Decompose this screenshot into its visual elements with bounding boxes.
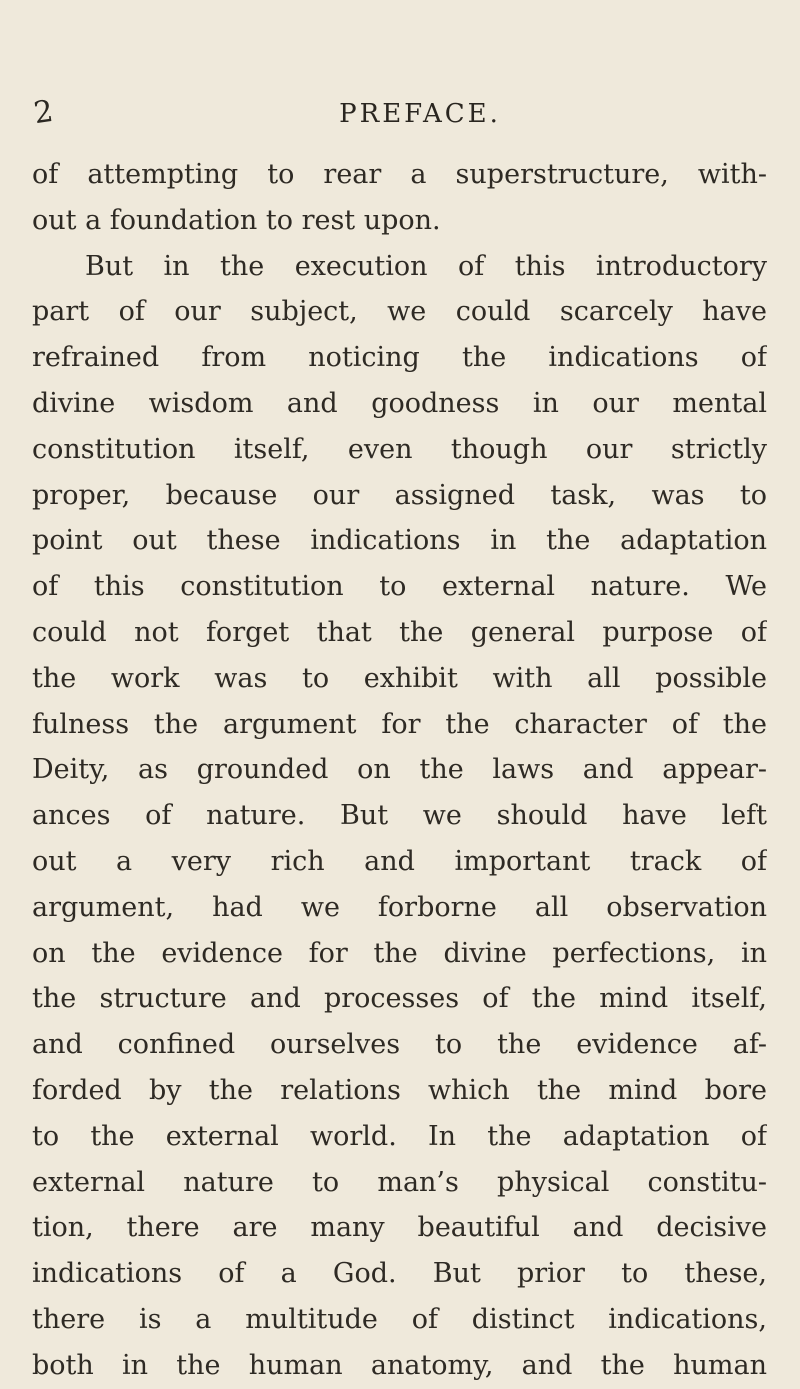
text-line: both in the human anatomy, and the human [32,1349,767,1381]
body-text [32,152,767,1389]
text-line: refrained from noticing the indications of [32,342,767,374]
running-head: PREFACE. [339,99,501,129]
text-line: divine wisdom and goodness in our mental [32,387,767,419]
text-line: there is a multitude of distinct indications, [32,1303,767,1335]
text-line: ances of nature. But we should have left [32,800,767,832]
text-line: But in the execution of this introductory [85,250,767,282]
text-line: constitution itself, even though our strictly [32,433,767,465]
text-line: the structure and processes of the mind itself, [32,983,767,1015]
text-line: tion, there are many beautiful and decisive [32,1212,767,1244]
text-line: proper, because our assigned task, was to [32,479,767,511]
text-line: the work was to exhibit with all possible [32,662,767,694]
text-line: and confined ourselves to the evidence af- [32,1029,767,1061]
text-line: out a foundation to rest upon. [32,204,441,236]
text-line: of this constitution to external nature. We [32,571,767,603]
text-line: forded by the relations which the mind bore [32,1074,767,1106]
text-line: argument, had we forborne all observation [32,891,767,923]
text-line: Deity, as grounded on the laws and appear- [32,754,767,786]
text-line: fulness the argument for the character of the [32,708,767,740]
text-line: point out these indications in the adaptation [32,525,767,557]
text-line: of attempting to rear a superstructure, with- [32,159,767,190]
page-number: 2 [31,93,56,132]
text-line: part of our subject, we could scarcely have [32,296,767,328]
text-line: could not forget that the general purpose of [32,616,767,648]
text-line: indications of a God. But prior to these, [32,1258,767,1290]
text-line: out a very rich and important track of [32,845,767,877]
text-line: on the evidence for the divine perfections, in [32,937,767,969]
text-line: to the external world. In the adaptation of [32,1120,767,1152]
text-line: external nature to man’s physical constitu- [32,1166,767,1198]
